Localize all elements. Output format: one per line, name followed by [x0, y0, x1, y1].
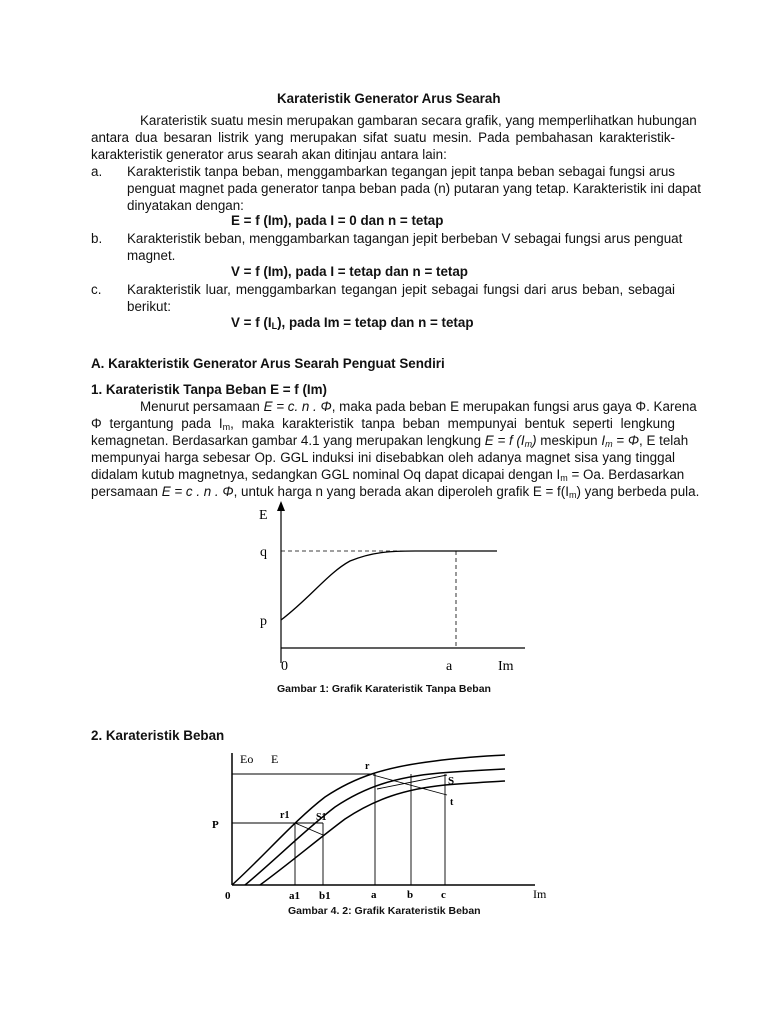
para1-formula: E = c . n . Φ [161, 484, 234, 499]
para1-formula: E = c. n . Φ [263, 399, 332, 414]
series-line-eo [232, 755, 505, 885]
para1-formula [601, 433, 639, 448]
para1-formula-part: E = f (I [484, 433, 525, 448]
item-a-line-2: penguat magnet pada generator tanpa beban pada (n) putaran yang tetap. Karakteristik ini dapat [127, 181, 701, 196]
para1-subscript: m [222, 422, 231, 432]
para1-text: didalam kutub magnetnya, sedangkan GGL nominal Oq dapat dicapai dengan I [91, 467, 561, 482]
para1-formula [485, 433, 537, 448]
figure-1-caption: Gambar 1: Grafik Karateristik Tanpa Beban [277, 683, 491, 695]
y-axis-label-eo: Eo [240, 752, 254, 766]
para1-text: ) yang berbeda pula. [576, 484, 700, 499]
para1-formula-part: = Φ [612, 433, 640, 448]
para1-text: persamaan [91, 484, 162, 499]
point-label-r1: r1 [280, 810, 290, 821]
x-tick-label-0: 0 [281, 659, 288, 674]
para1-text: , untuk harga n yang berada akan diperoleh grafik E = f(I [233, 484, 569, 499]
point-label-t: t [450, 797, 454, 808]
point-label-r: r [365, 761, 370, 772]
construction-line-r-t [373, 775, 447, 795]
document-title: Karateristik Generator Arus Searah [277, 91, 501, 106]
para1-subscript: m [568, 490, 577, 500]
para1-formula-part: ) [532, 433, 537, 448]
figure-2-caption: Gambar 4. 2: Grafik Karateristik Beban [288, 905, 481, 917]
para1-text: , maka karakteristik tanpa beban mempunyai bentuk seperti lengkung [230, 416, 675, 431]
formula-c [231, 314, 474, 331]
chart-no-load [240, 498, 540, 678]
y-axis-label: E [259, 508, 268, 523]
x-axis-label: Im [498, 659, 514, 674]
formula-a: E = f (Im), pada I = 0 dan n = tetap [231, 213, 444, 228]
para1-text: , E telah [639, 433, 689, 448]
item-c-line-2: berikut: [127, 299, 171, 314]
para1-line-1 [140, 398, 697, 415]
x-tick-label-0: 0 [225, 890, 231, 902]
x-tick-label-a: a [371, 889, 377, 901]
subsection-2-heading: 2. Karateristik Beban [91, 728, 225, 743]
para1-text: , maka pada beban E merupakan fungsi arus gaya Φ. Karena [331, 399, 697, 414]
y-tick-label-p: P [212, 819, 219, 831]
series-line-v [260, 781, 505, 885]
para1-text: Φ tergantung pada I [91, 416, 223, 431]
chart-load [205, 745, 560, 907]
x-tick-label-b1: b1 [319, 890, 331, 902]
para1-text: kemagnetan. Berdasarkan gambar 4.1 yang merupakan lengkung [91, 433, 485, 448]
item-c-marker: c. [91, 282, 102, 297]
intro-line-1: Karateristik suatu mesin merupakan gambaran secara grafik, yang memperlihatkan hubungan [140, 113, 697, 128]
para1-line-3 [91, 432, 689, 449]
item-b-line-2: magnet. [127, 248, 176, 263]
item-b-marker: b. [91, 231, 103, 246]
x-tick-label-b: b [407, 889, 414, 901]
item-b-line-1: Karakteristik beban, menggambarkan tagangan jepit berbeban V sebagai fungsi arus penguat [127, 231, 683, 246]
y-axis-label-e: E [271, 752, 279, 766]
formula-c-part-2: ), pada Im = tetap dan n = tetap [277, 315, 474, 330]
item-a-marker: a. [91, 164, 103, 179]
x-tick-label-c: c [441, 889, 446, 901]
para1-line-5 [91, 466, 685, 483]
point-label-s: S [448, 775, 455, 787]
para1-line-4: mempunyai harga sebesar Op. GGL induksi ini disebabkan oleh adanya magnet sisa yang tinggal [91, 450, 675, 465]
intro-line-2: antara dua besaran listrik yang merupakan sifat suatu mesin. Pada pembahasan karakteristik- [91, 130, 675, 145]
x-axis-label: Im [533, 887, 547, 901]
subsection-1-heading: 1. Karateristik Tanpa Beban E = f (Im) [91, 382, 328, 397]
para1-line-2 [91, 415, 675, 432]
item-c-line-1: Karakteristik luar, menggambarkan tegangan jepit sebagai fungsi dari arus beban, sebagai [127, 282, 675, 297]
item-a-line-1: Karakteristik tanpa beban, menggambarkan tegangan jepit tanpa beban sebagai fungsi arus [127, 164, 675, 179]
x-tick-label-a: a [446, 659, 453, 674]
series-line-no-load [281, 551, 497, 620]
y-axis-arrow [277, 501, 285, 511]
section-a-heading: A. Karakteristik Generator Arus Searah Penguat Sendiri [91, 356, 445, 371]
para1-subscript: m [524, 439, 533, 449]
y-tick-label-q: q [260, 545, 267, 560]
para1-subscript: m [605, 439, 613, 449]
formula-b: V = f (Im), pada I = tetap dan n = tetap [231, 264, 468, 279]
point-label-s1: S1 [316, 812, 327, 823]
para1-subscript: m [560, 473, 568, 483]
para1-text: meskipun [536, 433, 602, 448]
item-a-line-3: dinyatakan dengan: [127, 198, 244, 213]
y-tick-label-p: p [260, 614, 267, 629]
para1-formula-part: I [601, 433, 606, 448]
formula-c-part-1: V = f (I [231, 315, 272, 330]
intro-line-3: karakteristik generator arus searah akan ditinjau antara lain: [91, 147, 447, 162]
formula-c-subscript: L [271, 321, 278, 331]
x-tick-label-a1: a1 [289, 890, 300, 902]
para1-text: Menurut persamaan [140, 399, 264, 414]
para1-text: = Oa. Berdasarkan [567, 467, 685, 482]
